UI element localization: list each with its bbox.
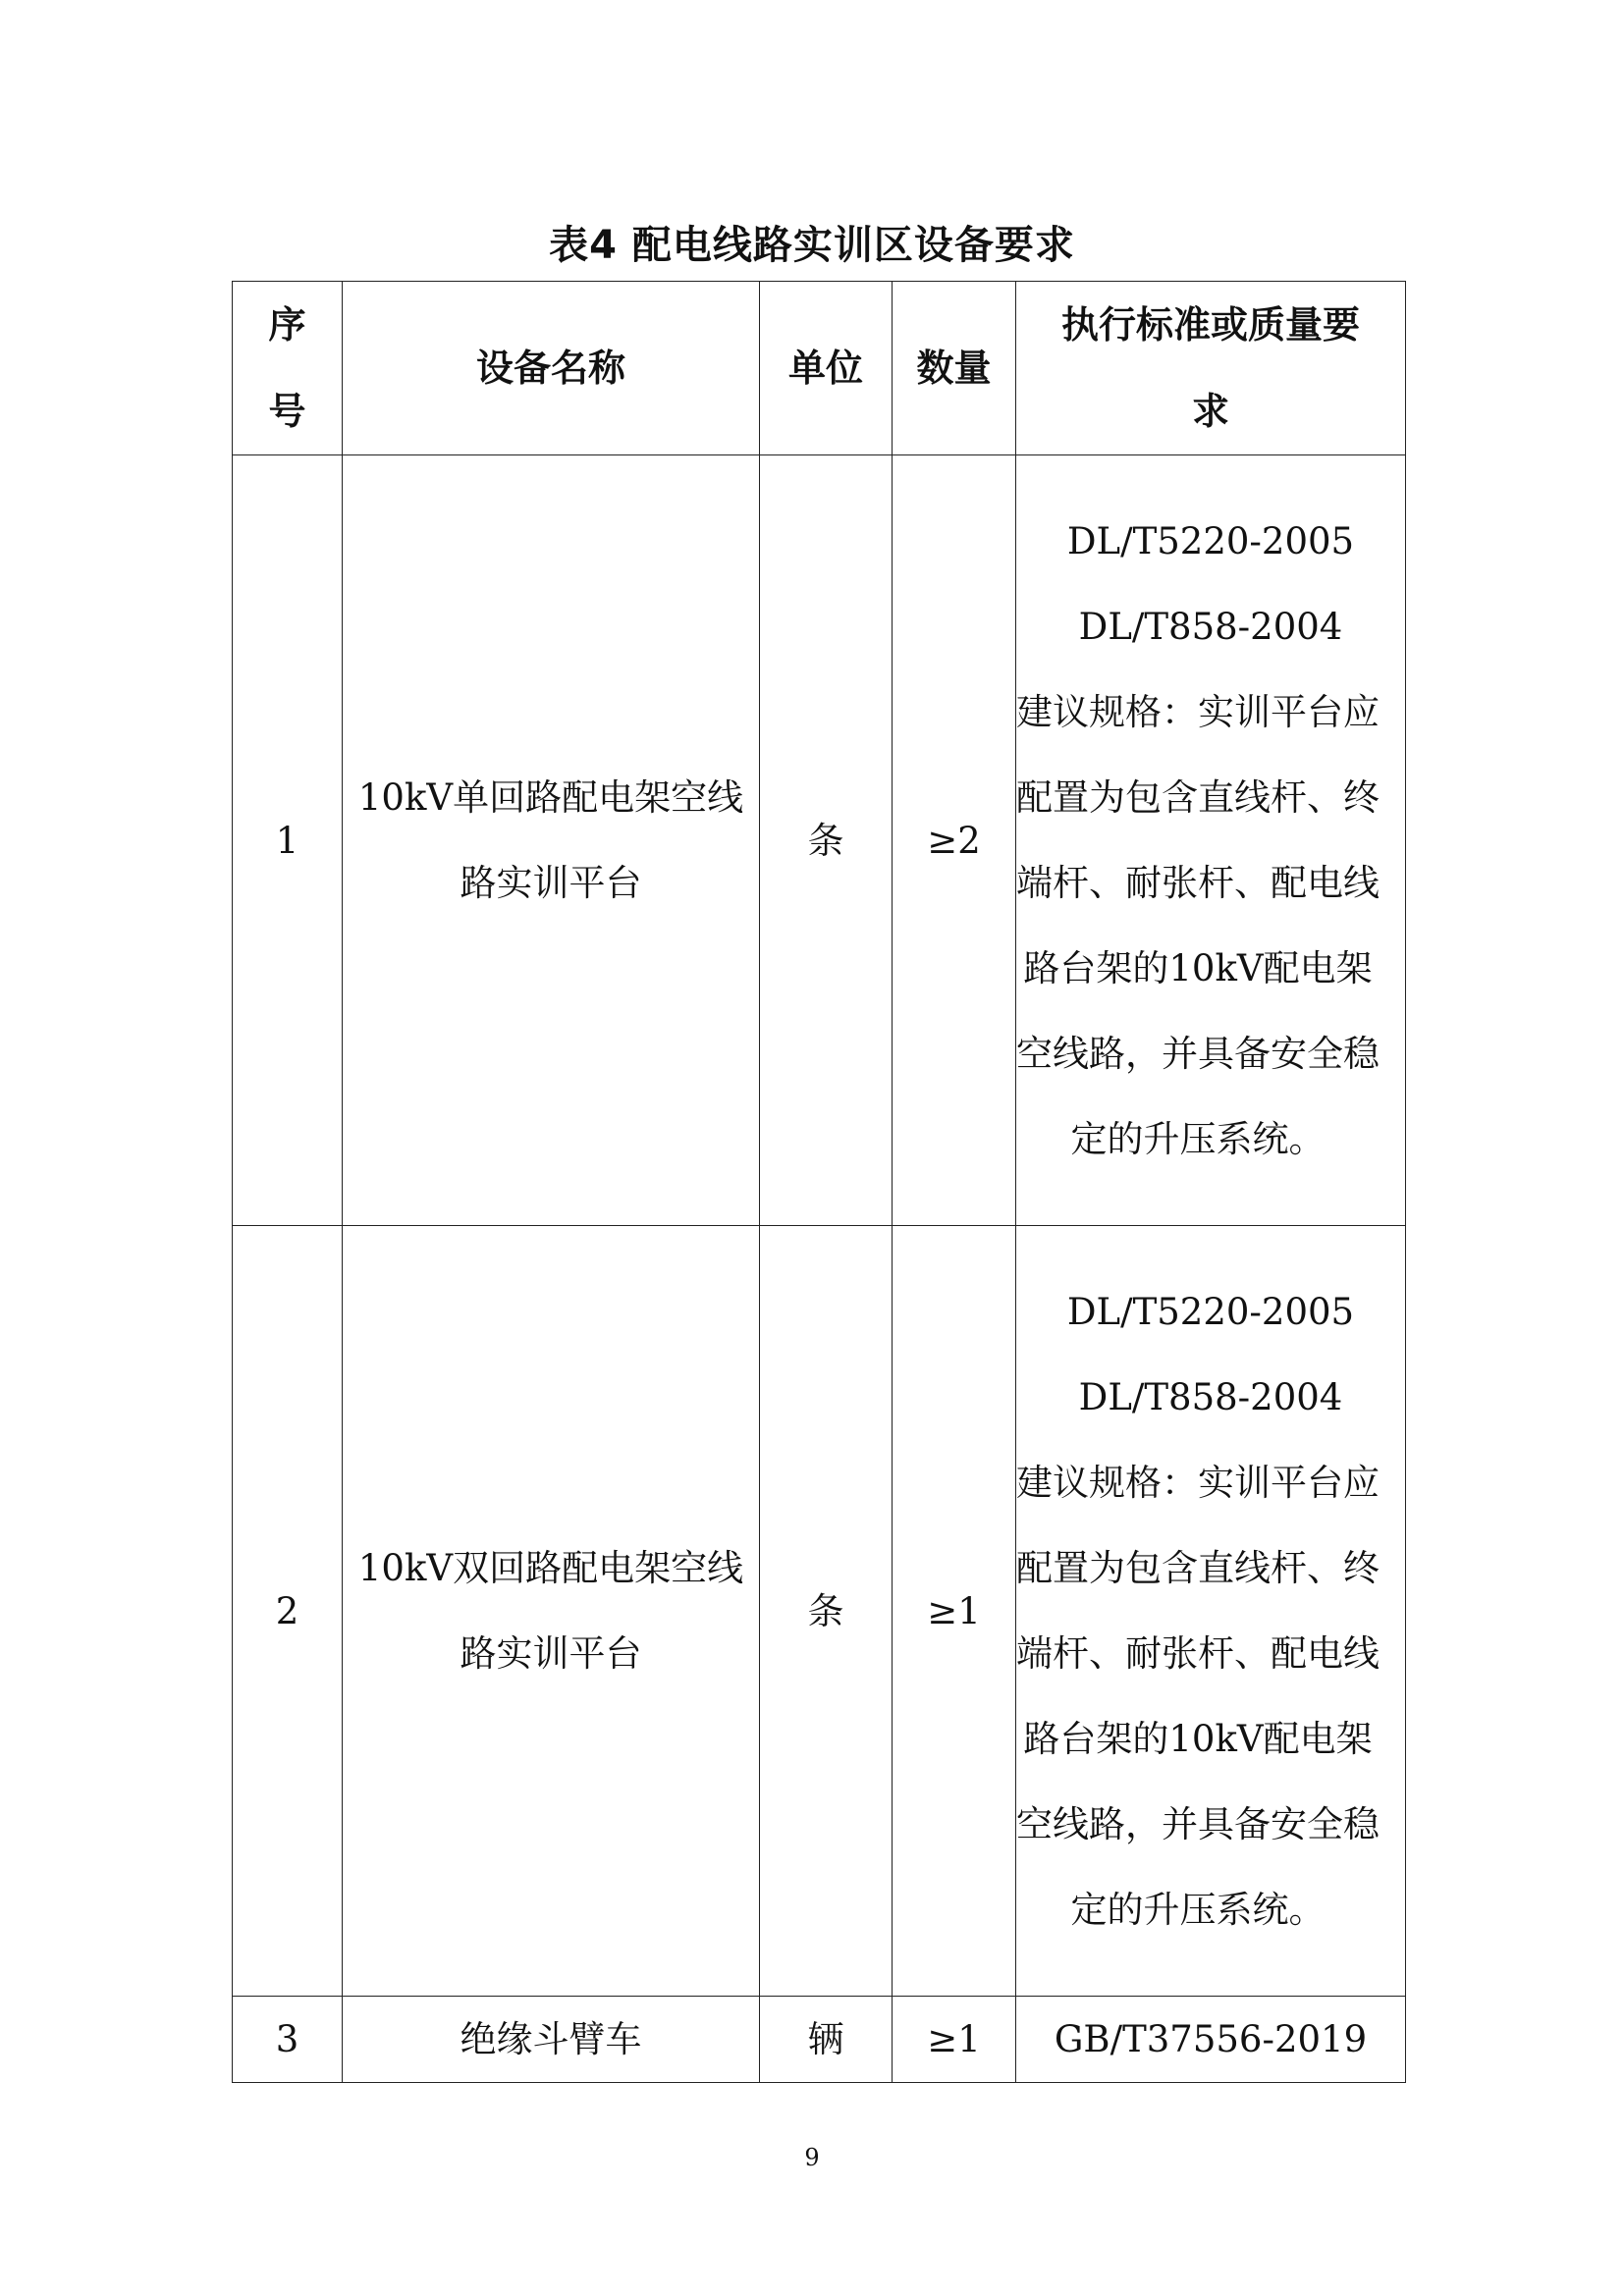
table-header-row: [233, 282, 1406, 455]
cell-qty: ≥1: [893, 1997, 1016, 2083]
table-title: 表4 配电线路实训区设备要求: [549, 223, 1075, 268]
cell-unit: 辆: [760, 1997, 893, 2083]
header-seq: 序号: [233, 282, 343, 455]
cell-seq: 3: [233, 1997, 343, 2083]
std-code: DL/T5220-2005: [1066, 520, 1355, 562]
std-description: 建议规格：实训平台应配置为包含直线杆、终端杆、耐张杆、配电线路台架的10kV配电架空线路，并具备安全稳定的升压系统。: [1016, 691, 1380, 1160]
cell-qty: ≥2: [893, 455, 1016, 1226]
header-name: 设备名称: [343, 282, 760, 455]
cell-std: [1016, 455, 1406, 1226]
cell-unit: 条: [760, 1226, 893, 1997]
std-code: DL/T858-2004: [1078, 1376, 1343, 1418]
std-code: DL/T5220-2005: [1066, 1291, 1355, 1333]
header-std: 执行标准或质量要求: [1016, 282, 1406, 455]
header-unit: 单位: [760, 282, 893, 455]
equipment-requirements-table: [232, 281, 1406, 2083]
cell-unit: 条: [760, 455, 893, 1226]
table-row: [233, 1997, 1406, 2083]
cell-qty: ≥1: [893, 1226, 1016, 1997]
cell-name: 10kV单回路配电架空线路实训平台: [343, 455, 760, 1226]
cell-name: 10kV双回路配电架空线路实训平台: [343, 1226, 760, 1997]
table-row: [233, 455, 1406, 1226]
std-code: GB/T37556-2019: [1054, 2018, 1368, 2060]
std-code: DL/T858-2004: [1078, 606, 1343, 648]
header-qty: 数量: [893, 282, 1016, 455]
std-description: 建议规格：实训平台应配置为包含直线杆、终端杆、耐张杆、配电线路台架的10kV配电架空线路，并具备安全稳定的升压系统。: [1016, 1462, 1380, 1931]
cell-seq: 1: [233, 455, 343, 1226]
cell-name: 绝缘斗臂车: [343, 1997, 760, 2083]
table-row: [233, 1226, 1406, 1997]
cell-std: [1016, 1997, 1406, 2083]
page-number: 9: [804, 2144, 820, 2171]
cell-std: [1016, 1226, 1406, 1997]
cell-seq: 2: [233, 1226, 343, 1997]
